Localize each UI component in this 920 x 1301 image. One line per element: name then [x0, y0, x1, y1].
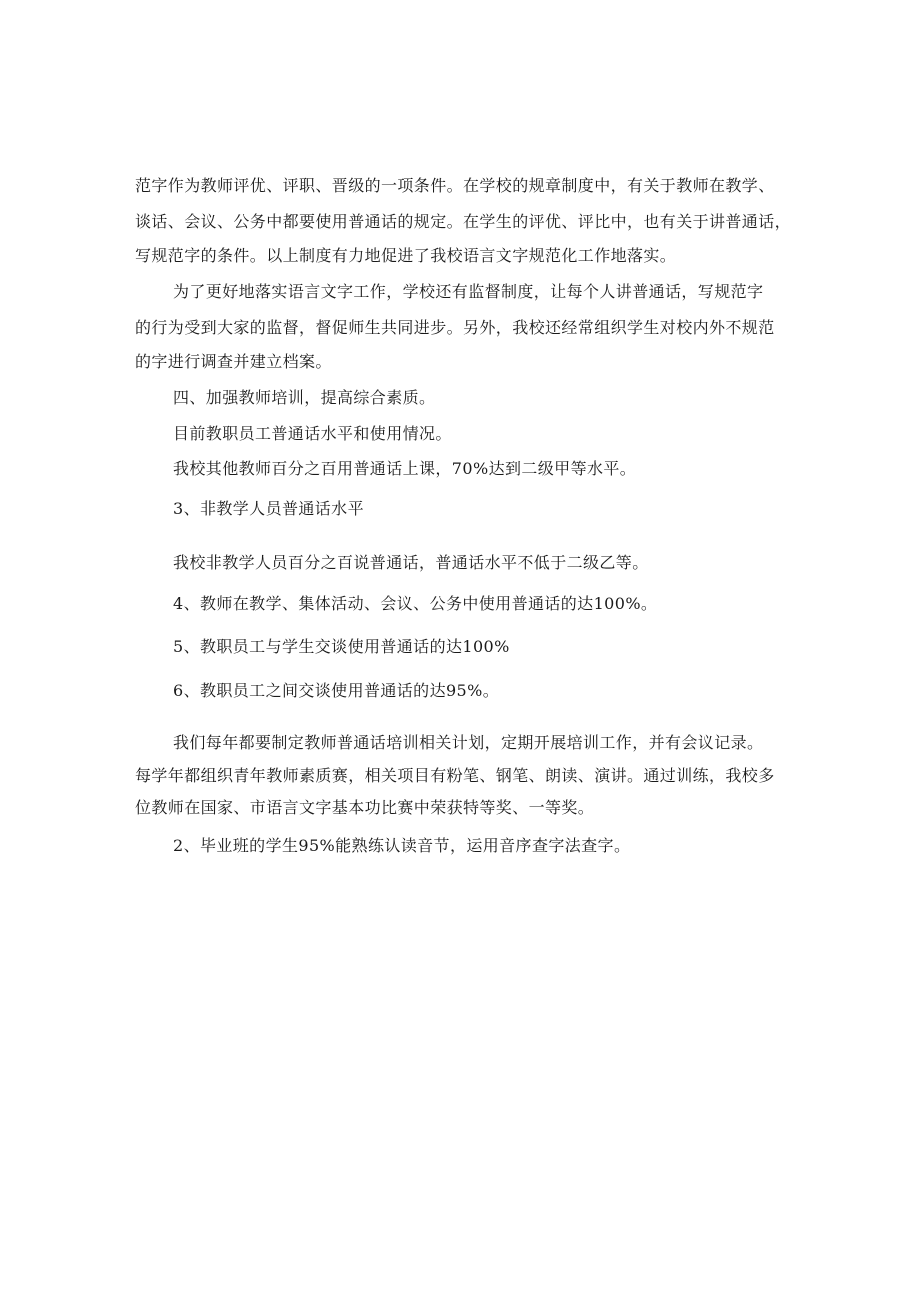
paragraph-1-line-3: 写规范字的条件。以上制度有力地促进了我校语言文字规范化工作地落实。	[135, 246, 677, 265]
paragraph-11-line-2: 每学年都组织青年教师素质赛，相关项目有粉笔、钢笔、朗读、演讲。通过训练，我校多	[135, 766, 775, 785]
paragraph-11-line-3: 位教师在国家、市语言文字基本功比赛中荣获特等奖、一等奖。	[135, 798, 595, 817]
paragraph-1-line-1: 范字作为教师评优、评职、晋级的一项条件。在学校的规章制度中，有关于教师在教学、	[135, 176, 775, 195]
paragraph-5: 我校其他教师百分之百用普通话上课，70%达到二级甲等水平。	[173, 459, 637, 478]
list-item-4: 4、教师在教学、集体活动、会议、公务中使用普通话的达100%。	[173, 594, 658, 613]
section-heading: 四、加强教师培训，提高综合素质。	[173, 388, 436, 407]
list-item-5: 5、教职员工与学生交谈使用普通话的达100%	[173, 637, 510, 656]
list-item-3: 3、非教学人员普通话水平	[173, 499, 364, 518]
paragraph-2-line-1: 为了更好地落实语言文字工作，学校还有监督制度，让每个人讲普通话，写规范字	[173, 282, 764, 301]
paragraph-2-line-2: 的行为受到大家的监督，督促师生共同进步。另外，我校还经常组织学生对校内外不规范	[135, 318, 775, 337]
paragraph-1-line-2: 谈话、会议、公务中都要使用普通话的规定。在学生的评优、评比中，也有关于讲普通话，	[135, 212, 792, 231]
paragraph-4: 目前教职员工普通话水平和使用情况。	[173, 424, 452, 443]
paragraph-2-line-3: 的字进行调查并建立档案。	[135, 352, 332, 371]
paragraph-11-line-1: 我们每年都要制定教师普通话培训相关计划，定期开展培训工作，并有会议记录。	[173, 733, 764, 752]
paragraph-7: 我校非教学人员百分之百说普通话，普通话水平不低于二级乙等。	[173, 553, 649, 572]
list-item-2: 2、毕业班的学生95%能熟练认读音节，运用音序查字法查字。	[173, 836, 631, 855]
list-item-6: 6、教职员工之间交谈使用普通话的达95%。	[173, 681, 500, 700]
